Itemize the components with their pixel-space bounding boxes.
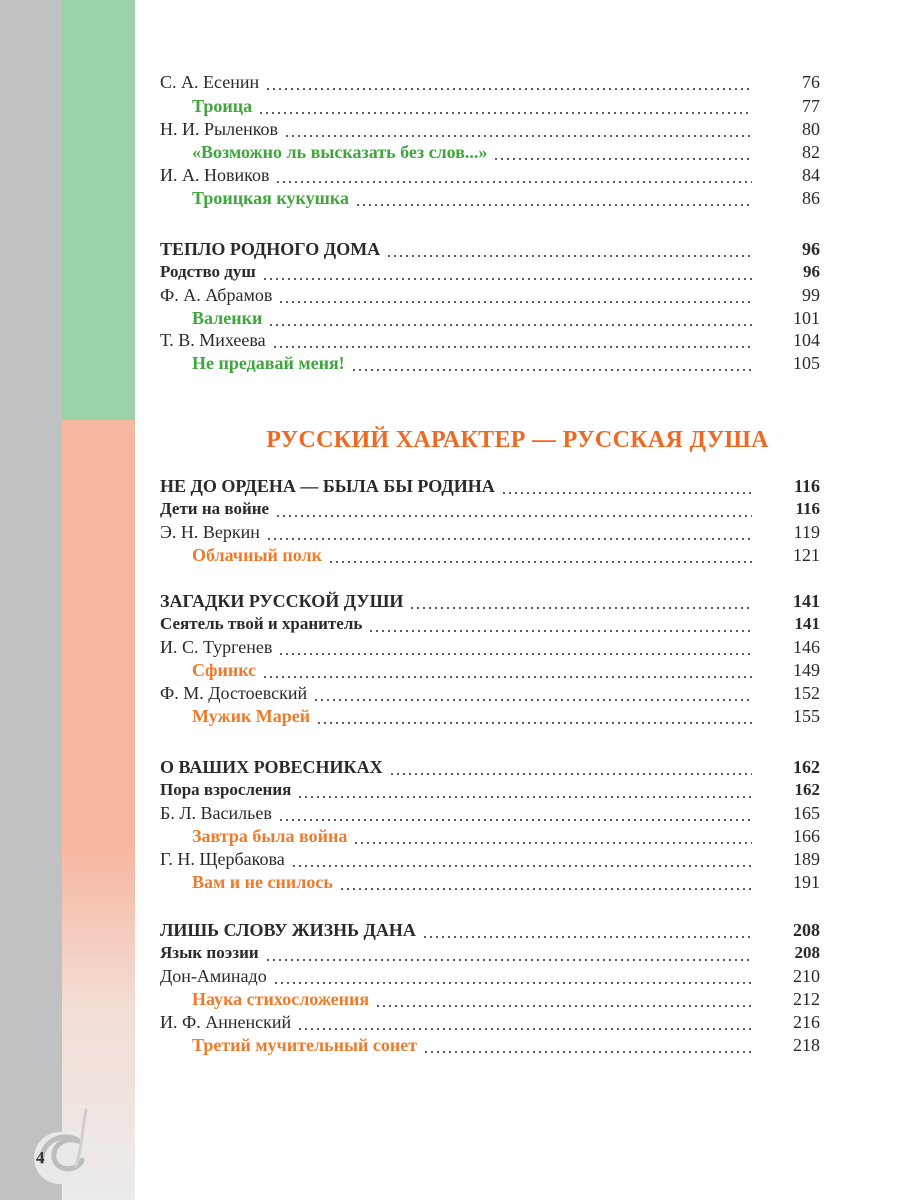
leader-dots bbox=[386, 255, 752, 257]
toc-work[interactable] bbox=[192, 308, 820, 332]
toc-page: 82 bbox=[802, 142, 820, 162]
toc-text: ЛИШЬ СЛОВУ ЖИЗНЬ ДАНА bbox=[160, 920, 416, 940]
toc-text: Дон-Аминадо bbox=[160, 966, 267, 986]
toc-text: Валенки bbox=[192, 308, 263, 328]
margin-band-green bbox=[62, 0, 135, 420]
toc-work[interactable] bbox=[192, 188, 820, 212]
leader-dots bbox=[493, 158, 752, 160]
leader-dots bbox=[265, 959, 752, 961]
toc-text: С. А. Есенин bbox=[160, 72, 260, 92]
leader-dots bbox=[262, 278, 752, 280]
toc-text: О ВАШИХ РОВЕСНИКАХ bbox=[160, 757, 383, 777]
leader-dots bbox=[258, 112, 752, 114]
toc-text: Ф. А. Абрамов bbox=[160, 285, 273, 305]
toc-work[interactable] bbox=[192, 826, 820, 850]
publisher-swirl-icon bbox=[20, 1100, 110, 1190]
leader-dots bbox=[368, 630, 752, 632]
toc-text: Вам и не снилось bbox=[192, 872, 333, 892]
toc-page: 77 bbox=[802, 96, 820, 116]
toc-text: И. Ф. Анненский bbox=[160, 1012, 292, 1032]
leader-dots bbox=[272, 346, 752, 348]
leader-dots bbox=[389, 773, 752, 775]
leader-dots bbox=[268, 324, 752, 326]
toc-text: Язык поэзии bbox=[160, 943, 259, 962]
toc-author[interactable] bbox=[160, 849, 820, 873]
toc-page: 80 bbox=[802, 119, 820, 139]
toc-work[interactable] bbox=[192, 353, 820, 377]
leader-dots bbox=[355, 204, 752, 206]
toc-text: И. С. Тургенев bbox=[160, 637, 273, 657]
toc-subsection[interactable] bbox=[160, 262, 820, 286]
toc-author[interactable] bbox=[160, 285, 820, 309]
toc-author[interactable] bbox=[160, 966, 820, 990]
toc-page: 121 bbox=[793, 545, 820, 565]
leader-dots bbox=[409, 607, 752, 609]
toc-text: ЗАГАДКИ РУССКОЙ ДУШИ bbox=[160, 591, 404, 611]
toc-page: 166 bbox=[793, 826, 820, 846]
leader-dots bbox=[266, 538, 752, 540]
toc-text: Мужик Марей bbox=[192, 706, 311, 726]
toc-page: 165 bbox=[793, 803, 820, 823]
toc-work[interactable] bbox=[192, 1035, 820, 1059]
toc-text: Т. В. Михеева bbox=[160, 330, 266, 350]
toc-text: Г. Н. Щербакова bbox=[160, 849, 285, 869]
toc-text: ТЕПЛО РОДНОГО ДОМА bbox=[160, 239, 381, 259]
toc-text: Родство душ bbox=[160, 262, 256, 281]
toc-page: 105 bbox=[793, 353, 820, 373]
toc-work[interactable] bbox=[192, 872, 820, 896]
toc-page: 84 bbox=[802, 165, 820, 185]
toc-work[interactable] bbox=[192, 545, 820, 569]
toc-text: Облачный полк bbox=[192, 545, 322, 565]
leader-dots bbox=[297, 1028, 752, 1030]
toc-text: Пора взросления bbox=[160, 780, 292, 799]
toc-author[interactable] bbox=[160, 1012, 820, 1036]
toc-work[interactable] bbox=[192, 660, 820, 684]
toc-author[interactable] bbox=[160, 637, 820, 661]
toc-text: И. А. Новиков bbox=[160, 165, 270, 185]
toc-page: 116 bbox=[795, 499, 820, 518]
table-of-contents bbox=[135, 0, 900, 1200]
leader-dots bbox=[265, 88, 752, 90]
toc-text: Сфинкс bbox=[192, 660, 257, 680]
leader-dots bbox=[313, 699, 752, 701]
toc-author[interactable] bbox=[160, 72, 820, 96]
toc-author[interactable] bbox=[160, 165, 820, 189]
toc-section[interactable] bbox=[160, 920, 820, 944]
leader-dots bbox=[353, 842, 752, 844]
leader-dots bbox=[375, 1005, 752, 1007]
toc-page: 191 bbox=[793, 872, 820, 892]
toc-page: 155 bbox=[793, 706, 820, 726]
toc-section[interactable] bbox=[160, 591, 820, 615]
leader-dots bbox=[262, 676, 752, 678]
toc-subsection[interactable] bbox=[160, 943, 820, 967]
leader-dots bbox=[328, 561, 752, 563]
toc-page: 149 bbox=[793, 660, 820, 680]
leader-dots bbox=[316, 722, 752, 724]
toc-text: Завтра была война bbox=[192, 826, 348, 846]
leader-dots bbox=[278, 653, 752, 655]
toc-subsection[interactable] bbox=[160, 614, 820, 638]
leader-dots bbox=[339, 888, 752, 890]
toc-page: 210 bbox=[793, 966, 820, 986]
leader-dots bbox=[422, 936, 752, 938]
toc-page: 76 bbox=[802, 72, 820, 92]
toc-text: Не предавай меня! bbox=[192, 353, 345, 373]
leader-dots bbox=[278, 301, 752, 303]
page-edge bbox=[0, 0, 62, 1200]
toc-page: 218 bbox=[793, 1035, 820, 1055]
toc-page: 119 bbox=[793, 522, 820, 542]
toc-text: Ф. М. Достоевский bbox=[160, 683, 308, 703]
toc-author[interactable] bbox=[160, 683, 820, 707]
toc-page: 216 bbox=[793, 1012, 820, 1032]
toc-page: 212 bbox=[793, 989, 820, 1009]
toc-page: 99 bbox=[802, 285, 820, 305]
margin-band-pink bbox=[62, 420, 135, 850]
leader-dots bbox=[297, 796, 752, 798]
toc-page: 162 bbox=[794, 780, 820, 799]
toc-page: 116 bbox=[793, 476, 820, 496]
toc-text: Наука стихосложения bbox=[192, 989, 370, 1009]
toc-page: 101 bbox=[793, 308, 820, 328]
toc-text: «Возможно ль высказать без слов...» bbox=[192, 142, 488, 162]
toc-page: 208 bbox=[794, 943, 820, 962]
toc-section[interactable] bbox=[160, 239, 820, 263]
toc-page: 162 bbox=[793, 757, 820, 777]
toc-text: Дети на войне bbox=[160, 499, 270, 518]
leader-dots bbox=[291, 865, 752, 867]
toc-subsection[interactable] bbox=[160, 780, 820, 804]
toc-author[interactable] bbox=[160, 119, 820, 143]
leader-dots bbox=[351, 369, 752, 371]
toc-text: Троица bbox=[192, 96, 253, 116]
leader-dots bbox=[284, 135, 752, 137]
toc-text: НЕ ДО ОРДЕНА — БЫЛА БЫ РОДИНА bbox=[160, 476, 495, 496]
leader-dots bbox=[501, 492, 752, 494]
toc-author[interactable] bbox=[160, 330, 820, 354]
toc-text: Б. Л. Васильев bbox=[160, 803, 272, 823]
leader-dots bbox=[278, 819, 752, 821]
toc-section[interactable] bbox=[160, 757, 820, 781]
toc-text: Н. И. Рыленков bbox=[160, 119, 279, 139]
toc-text: Троицкая кукушка bbox=[192, 188, 349, 208]
toc-work[interactable] bbox=[192, 706, 820, 730]
toc-text: Э. Н. Веркин bbox=[160, 522, 260, 542]
toc-page: 146 bbox=[793, 637, 820, 657]
leader-dots bbox=[423, 1051, 752, 1053]
toc-page: 141 bbox=[794, 614, 820, 633]
toc-page: 96 bbox=[803, 262, 820, 281]
leader-dots bbox=[273, 982, 752, 984]
toc-author[interactable] bbox=[160, 803, 820, 827]
toc-page: 189 bbox=[793, 849, 820, 869]
leader-dots bbox=[275, 181, 752, 183]
toc-section[interactable] bbox=[160, 476, 820, 500]
page-number: 4 bbox=[36, 1148, 45, 1167]
toc-text: Сеятель твой и хранитель bbox=[160, 614, 363, 633]
toc-author[interactable] bbox=[160, 522, 820, 546]
toc-page: 96 bbox=[802, 239, 820, 259]
toc-work[interactable] bbox=[192, 989, 820, 1013]
part-title: РУССКИЙ ХАРАКТЕР — РУССКАЯ ДУША bbox=[266, 427, 769, 453]
toc-page: 141 bbox=[793, 591, 820, 611]
toc-page: 208 bbox=[793, 920, 820, 940]
toc-page: 104 bbox=[793, 330, 820, 350]
toc-text: Третий мучительный сонет bbox=[192, 1035, 418, 1055]
toc-work[interactable] bbox=[192, 96, 820, 120]
toc-page: 86 bbox=[802, 188, 820, 208]
toc-page: 152 bbox=[793, 683, 820, 703]
leader-dots bbox=[275, 515, 752, 517]
toc-subsection[interactable] bbox=[160, 499, 820, 523]
toc-work[interactable] bbox=[192, 142, 820, 166]
